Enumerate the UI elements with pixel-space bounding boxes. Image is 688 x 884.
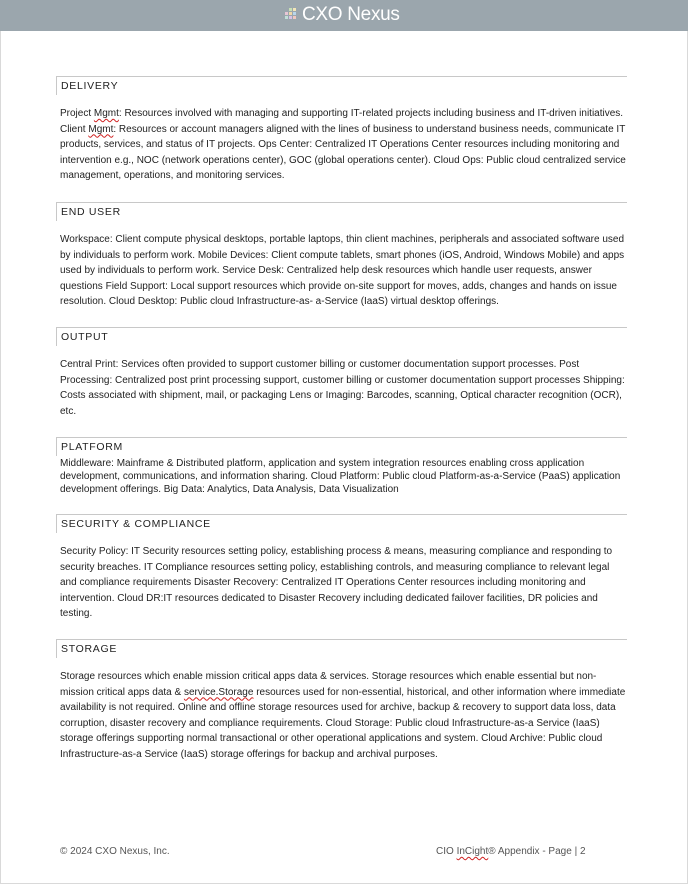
brand-name: CXO Nexus (302, 4, 400, 25)
section-title: SECURITY & COMPLIANCE (56, 514, 627, 533)
section-output (56, 327, 627, 437)
appendix-content (56, 76, 627, 769)
text-run: Storage resources which enable mission critical apps data & services. Storage resources which enable essential but non-mission critical apps data & (60, 671, 597, 698)
section-end-user (56, 202, 627, 327)
spellcheck-word: Mgmt (88, 123, 114, 135)
section-body: Middleware: Mainframe & Distributed platform, application and system integration resources enabling cross application development, communications, and information sharing. Cloud Platform: Public cloud Platform-as-a-Service (PaaS) application development offerings. Big Data: Analytics, Data Analysis, Data Visualization (60, 458, 621, 496)
grid-logo-icon (284, 7, 300, 23)
section-title: PLATFORM (56, 437, 627, 456)
section-title: OUTPUT (56, 327, 627, 346)
section-title: STORAGE (56, 639, 627, 658)
footer-copyright: © 2024 CXO Nexus, Inc. (60, 846, 170, 857)
spellcheck-word: service.Storage (183, 686, 254, 698)
section-body (56, 95, 627, 184)
text-run: : Resources involved with managing and supporting IT-related projects including business and IT-driven initiatives. Client (60, 108, 624, 135)
section-body: Workspace: Client compute physical desktops, portable laptops, thin client machines, peripherals and associated software used by individuals to perform work. Mobile Devices: Client compute tablets, smart phones (iOS, Android, Windows Mobile) and apps used by individuals to perform work. Service Desk: Centralized help desk resources which handle user requests, answer questions Field Support: Local support resources which provide on-site support for moves, adds, changes and hands on issue resolution. Cloud Desktop: Public cloud Infrastructure-as- a-Service (IaaS) virtual desktop offerings. (60, 234, 625, 308)
spellcheck-word: Mgmt (93, 108, 119, 119)
section-body (56, 658, 627, 763)
header-bar (0, 0, 688, 31)
footer-doc-brand: InCight (456, 846, 489, 857)
footer-doc-prefix: CIO (436, 846, 457, 857)
section-security-compliance (56, 514, 627, 639)
footer-page-info (436, 846, 586, 857)
text-run: Project (60, 108, 94, 119)
section-delivery (56, 76, 627, 202)
section-title: END USER (56, 202, 627, 221)
section-storage (56, 639, 627, 769)
section-platform (56, 437, 627, 514)
logo (284, 3, 400, 27)
footer-doc-suffix: ® Appendix - Page | 2 (488, 846, 586, 857)
text-run: resources used for non-essential, historical, and other information where immediate availability is not required. Online and offline storage resources used for archive, backup & recovery to support data loss, data corruption, disaster recovery and compliance requirements. Cloud Storage: Public cloud Infrastructure-as-a Service (IaaS) storage offerings supporting normal transactional or other operational applications and system. Cloud Archive: Public cloud Infrastructure-as-a Service (IaaS) storage offerings for backup and archival purposes. (60, 686, 626, 760)
section-body: Central Print: Services often provided to support customer billing or customer documentation support processes. Post Processing: Centralized post print processing support, customer billing or customer documentation support processes Shipping: Costs associated with shipment, mail, or packaging Lens or Imaging: Barcodes, scanning, Optical character recognition (OCR), etc. (60, 359, 625, 417)
section-body: Security Policy: IT Security resources setting policy, establishing process & means, measuring compliance and responding to security breaches. IT Compliance resources setting policy, establishing controls, and measuring compliance to relevant legal and compliance requirements Disaster Recovery: Centralized IT Operations Center resources including monitoring and intervention. Cloud DR:IT resources dedicated to Disaster Recovery including dedicated failover facilities, DR policies and testing. (60, 546, 613, 620)
text-run: : Resources or account managers aligned with the lines of business to understand business needs, communicate IT products, services, and status of IT projects. Ops Center: Centralized IT Operations Center resources including monitoring and intervention e.g., NOC (network operations center), GOC (global operations center). Cloud Ops: Public cloud centralized service management, operations, and monitoring services. (60, 123, 626, 182)
section-title: DELIVERY (56, 76, 627, 95)
